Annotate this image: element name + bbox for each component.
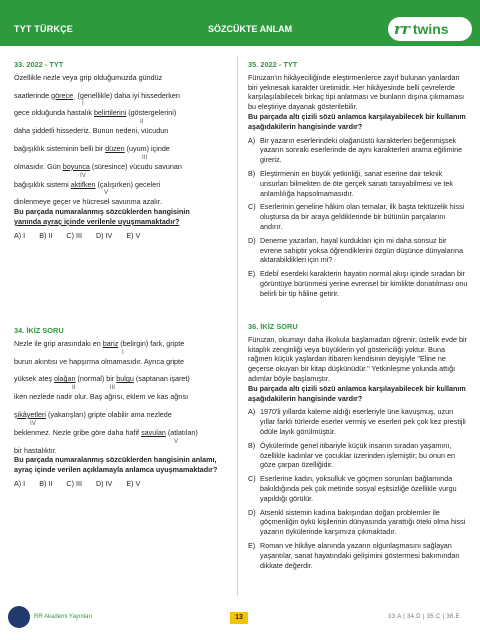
passage-line: şikâyetleri (yakarışları) gripte olabilir ama nezlede — [14, 409, 172, 419]
question-stem: Bu parçada numaralanmış sözcüklerden hangisinin anlamı, ayraç içinde verilen açıklamayla anlamca uyuşmamaktadır? — [14, 455, 218, 475]
marker: III — [142, 153, 148, 161]
passage-line: yüksek ateş olağan (normal) bir bulgu (saptanan işaret) — [14, 374, 190, 384]
question-number: 35. 2022 - TYT — [248, 60, 298, 69]
brand-logo — [388, 17, 472, 41]
passage-line: Nezle ile grip arasındaki en bariz (belirgin) fark, gripte — [14, 338, 185, 348]
publisher-name: RR Akademi Yayınları — [34, 614, 93, 620]
option-a[interactable]: A) 1970'li yıllarda kaleme aldığı eserleriyle üne kavuşmuş, uzun yıllar farklı türlerde eserler vermiş ve eserleri pek çok kez prestijli ödüle layık görülmüştür. — [248, 407, 466, 436]
marker: I — [122, 348, 124, 356]
passage-line: iken nezlede nadir olur. Baş ağrısı, eklem ve kas ağrısı — [14, 392, 189, 402]
publisher-logo-icon — [8, 606, 30, 628]
option-e[interactable]: E) V — [126, 230, 141, 240]
option-c[interactable]: C) Eserlerine kadın, yoksulluk ve göçmen sorunları bağlamında bakıldığında pek çok metinde sosyal eşitsizliğe özellikle vurgu yapıldığı görülür. — [248, 474, 457, 503]
passage: Füruzan, okumayı daha ilkokula başlamadan öğrenir; üstelik evde bir kitaplık zenginliği veya büyüklerin yol göstericiliği yoktur. Buna rağmen küçük yaşlardan itibaren kendisinin deyişiyle "Eline ne geçerse okuyan bir kitap düşkünüdür." Yetkinleşme yolunda attığı adımlar böyle başlamıştır. — [248, 334, 467, 383]
option-d[interactable]: D) IV — [95, 478, 113, 488]
option-c[interactable]: C) III — [66, 478, 82, 488]
question-33 — [14, 60, 224, 241]
question-number: 33. 2022 - TYT — [14, 60, 64, 69]
option-d[interactable]: D) Atsenkl sistemin kadına bakışından doğan problemler ile göçmenliğin öykü kişilerinin dünyasında yarattığı öteki olma hissi yazarın öykülerinde karşımıza çıkmaktadır. — [248, 507, 466, 537]
answer-options — [14, 479, 224, 489]
page-number: 13 — [230, 612, 248, 624]
marker: II — [140, 118, 144, 126]
passage-line: bağışıklık sistemi aktifken (çalışırken) geceleri — [14, 179, 161, 189]
option-a[interactable]: A) I — [14, 230, 26, 240]
passage-line: saatlerinde göreceˌ (genellikle) daha iyi hissederken — [14, 90, 180, 100]
passage-line: burun akıntısı ve hapşırma olmamasıdır. Ayrıca gripte — [14, 356, 185, 366]
option-c[interactable]: C) III — [66, 230, 82, 240]
passage-line: bağışıklık sisteminin belli bir düzen (uyum) içinde — [14, 143, 170, 153]
question-35 — [248, 60, 468, 299]
section-title: SÖZCÜKTE ANLAM — [208, 24, 293, 34]
marker: I — [82, 100, 84, 108]
passage-line: olmasıdır. Gün boyunca (süresince) vücudu savunan — [14, 161, 182, 171]
option-e[interactable]: E) Edebî eserdeki karakterin hayatın normal akışı içinde sıradan bir görüntüye bürünmesi yerine evrensel bir kimlikte donatılması onu belirli bir tip hâline getirir. — [248, 269, 468, 298]
question-stem: Bu parçada altı çizili sözü anlamca karşılayabilecek bir kullanım aşağıdakilerin hangisinde vardır? — [248, 111, 466, 131]
option-b[interactable]: B) Öykülerinde genel itibariyle küçük insanın sıradan yaşamını, özellikle kadınlar ve çocuklar üzerinden işlemiştir; bu onun en göze çarpan özelliğidir. — [248, 440, 455, 470]
option-a[interactable]: A) Bir yazarın eserlerindeki olağanüstü karakterleri beğenmişsek yazarın sonraki eserlerinde de aynı karakterleri arama eğilimine gireriz. — [248, 135, 463, 165]
passage: Füruzan'ın hikâyeciliğinde eleştirmenlerce zayıf bulunan yanlardan biri yeknesak karakter üretimidir. Her hikâyesinde belli çevrelerde karşılaşılabilecek birkaç tipi anlatması ve bunların dışına çıkmaması bu eleştiriye dayanak gösterilebilir. — [248, 72, 465, 112]
subject-title: TYT TÜRKÇE — [14, 24, 73, 34]
passage-line: bir hastalıktır. — [14, 445, 57, 455]
question-stem: yanında ayraç içinde verilenle uyuşmamaktadır? — [14, 216, 180, 226]
option-e[interactable]: E) V — [126, 478, 141, 488]
page-footer — [0, 596, 480, 640]
question-34 — [14, 326, 224, 489]
passage-line: dinlenmeye geçer ve hücresel savunma azalır. — [14, 197, 162, 207]
passage-line: gece olduğunda hastalık belirtilerini (göstergelerini) — [14, 108, 177, 118]
option-d[interactable]: D) Deneme yazarları, hayal kurdukları için mi daha sonsuz bir evrene sahiptir yoksa öğrendiklerini özgün düşünce dünyalarına aktarabildikleri için mi? — [248, 235, 463, 265]
marker: V — [104, 189, 109, 197]
option-d[interactable]: D) IV — [95, 230, 113, 240]
option-c[interactable]: C) Eserlerinin geneline hâkim olan temalar, ilk başta tektüzelik hissi oluştursa da bir araya geldiklerinde bir bütünün parçalarını andırır. — [248, 202, 465, 231]
option-e[interactable]: E) Roman ve hikâye alanında yazarın olgunlaşmasını sağlayan yaşantılar, sanat hayatındaki gelişimini göstermesi bakımından dikkate değerdir. — [248, 540, 460, 570]
passage-line: beklenmez. Nezle gribe göre daha hafif savulan (atlatılan) — [14, 427, 198, 437]
question-number: 36. İKİZ SORU — [248, 322, 298, 331]
passage-line: daha şiddetli hissederiz. Bunun nedeni, vücudun — [14, 126, 169, 136]
marker: V — [174, 437, 179, 445]
column-divider — [237, 56, 238, 596]
brand-name: twins — [412, 21, 449, 37]
question-number: 34. İKİZ SORU — [14, 326, 64, 335]
marker: II III — [72, 384, 115, 392]
header-band — [0, 0, 480, 46]
question-stem: Bu parçada altı çizili sözü anlamca karşılayabilecek bir kullanım aşağıdakilerin hangisinde vardır? — [248, 383, 466, 403]
rr-logo-icon: rr — [394, 20, 410, 38]
option-a[interactable]: A) I — [14, 478, 26, 488]
passage-line: Özellikle nezle veya grip olduğumuzda gündüz — [14, 72, 163, 82]
question-stem: Bu parçada numaralanmış sözcüklerden hangisinin — [14, 207, 190, 217]
option-b[interactable]: B) II — [39, 478, 53, 488]
option-b[interactable]: B) II — [39, 230, 53, 240]
marker: IV — [30, 419, 36, 427]
answer-options — [14, 231, 224, 241]
option-b[interactable]: B) Eleştirmenin en büyük yetkinliği, sanat eserine dair teknik unsurları bilmekten de öte gerçek sanatı tanıyabilmesi ve tek anlamlılığa hapsolmamasıdır. — [248, 168, 453, 198]
answer-key: 33.A | 34.D | 35.C | 36.E — [388, 614, 460, 620]
question-36 — [248, 322, 468, 570]
marker: IV — [80, 171, 86, 179]
